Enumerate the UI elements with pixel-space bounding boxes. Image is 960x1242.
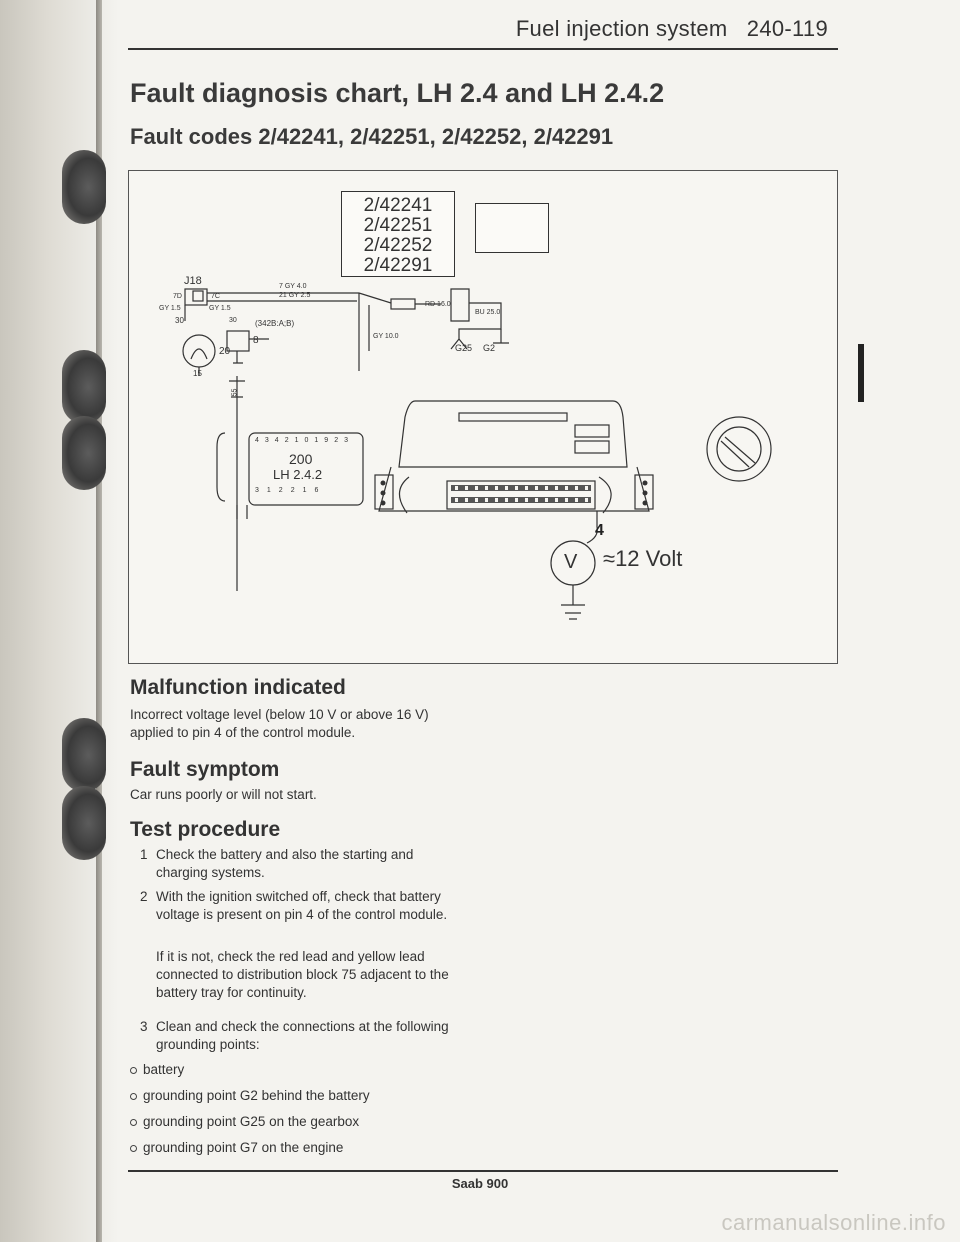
bullet-icon <box>130 1067 137 1074</box>
ground-point-label: G25 <box>455 343 473 353</box>
wire-label: 20 <box>219 346 231 357</box>
margin-tab-mark <box>858 344 864 402</box>
bullet-icon <box>130 1119 137 1126</box>
wiring-diagram <box>128 170 838 664</box>
header-rule <box>128 48 838 50</box>
punch-hole <box>62 150 106 224</box>
wire-label: BU 25.0 <box>475 309 501 316</box>
fault-code: 2/42241 <box>363 195 433 216</box>
voltmeter-symbol: V <box>564 551 578 573</box>
wire-label: 21 GY 2.5 <box>279 292 311 299</box>
wiring-schematic <box>129 171 836 662</box>
step-text: Clean and check the connections at the following grounding points: <box>156 1019 449 1052</box>
footer-rule <box>128 1170 838 1172</box>
step-number: 1 <box>140 847 148 862</box>
page-number: 240-119 <box>746 16 828 41</box>
pin-number-label: 4 <box>595 522 604 539</box>
list-item: grounding point G25 on the gearbox <box>130 1114 359 1129</box>
section-name: Fuel injection system <box>515 16 728 41</box>
fault-code: 2/42252 <box>363 235 433 256</box>
page-title: Fault diagnosis chart, LH 2.4 and LH 2.4.2 <box>130 78 665 108</box>
list-item: battery <box>130 1062 184 1077</box>
wire-label: GY 1.5 <box>209 305 231 312</box>
malfunction-text: Incorrect voltage level (below 10 V or above 16 V) applied to pin 4 of the control module. <box>130 707 429 740</box>
wire-label: GY 10.0 <box>373 333 399 340</box>
wire-label: 7 GY 4.0 <box>279 283 307 290</box>
wire-label: 7C <box>211 293 220 300</box>
wire-label: 8 <box>253 335 259 346</box>
module-number: 200 <box>289 451 313 467</box>
module-name: LH 2.4.2 <box>273 467 323 482</box>
punch-hole <box>62 416 106 490</box>
connector-label: J18 <box>184 275 202 287</box>
list-item: grounding point G2 behind the battery <box>130 1088 370 1103</box>
procedure-step <box>140 846 470 882</box>
step-number: 2 <box>140 889 148 904</box>
step-text: With the ignition switched off, check that battery voltage is present on pin 4 of the control module. <box>156 889 448 922</box>
voltage-label: ≈12 Volt <box>603 546 683 571</box>
wire-label: 7D <box>173 293 182 300</box>
procedure-step <box>140 888 470 924</box>
module-pin-row: 312216 <box>255 487 327 494</box>
footer-text: Saab 900 <box>451 1176 509 1191</box>
ground-point-label: G2 <box>483 343 496 353</box>
list-item: grounding point G7 on the engine <box>130 1140 343 1155</box>
procedure-step <box>140 1018 470 1054</box>
watermark: carmanualsonline.info <box>721 1210 946 1235</box>
symptom-heading: Fault symptom <box>130 758 280 781</box>
malfunction-heading: Malfunction indicated <box>130 676 346 699</box>
procedure-note: If it is not, check the red lead and yellow lead connected to distribution block 75 adjacent to the battery tray for continuity. <box>156 949 449 1000</box>
wire-label: GY 1.5 <box>159 305 181 312</box>
wire-label: 30 <box>175 316 184 325</box>
step-number: 3 <box>140 1019 148 1034</box>
punch-hole <box>62 786 106 860</box>
bullet-icon <box>130 1093 137 1100</box>
symptom-text: Car runs poorly or will not start. <box>130 787 317 802</box>
wire-label: 55 <box>231 388 239 397</box>
step-text: Check the battery and also the starting and charging systems. <box>156 847 414 880</box>
wire-label: 30 <box>229 317 237 324</box>
wire-label: (342B:A;B) <box>255 319 295 328</box>
fault-codes-subtitle: Fault codes 2/42241, 2/42251, 2/42252, 2/42291 <box>130 124 614 149</box>
punch-hole <box>62 718 106 792</box>
running-head <box>516 16 828 42</box>
wire-label: RD 16.0 <box>425 301 451 308</box>
wire-label: 15 <box>193 369 202 378</box>
fault-code: 2/42251 <box>363 215 433 236</box>
fault-code: 2/42291 <box>363 255 433 276</box>
procedure-heading: Test procedure <box>130 818 281 841</box>
bullet-icon <box>130 1145 137 1152</box>
punch-hole <box>62 350 106 424</box>
module-pin-row: 4342101923 <box>255 437 354 444</box>
